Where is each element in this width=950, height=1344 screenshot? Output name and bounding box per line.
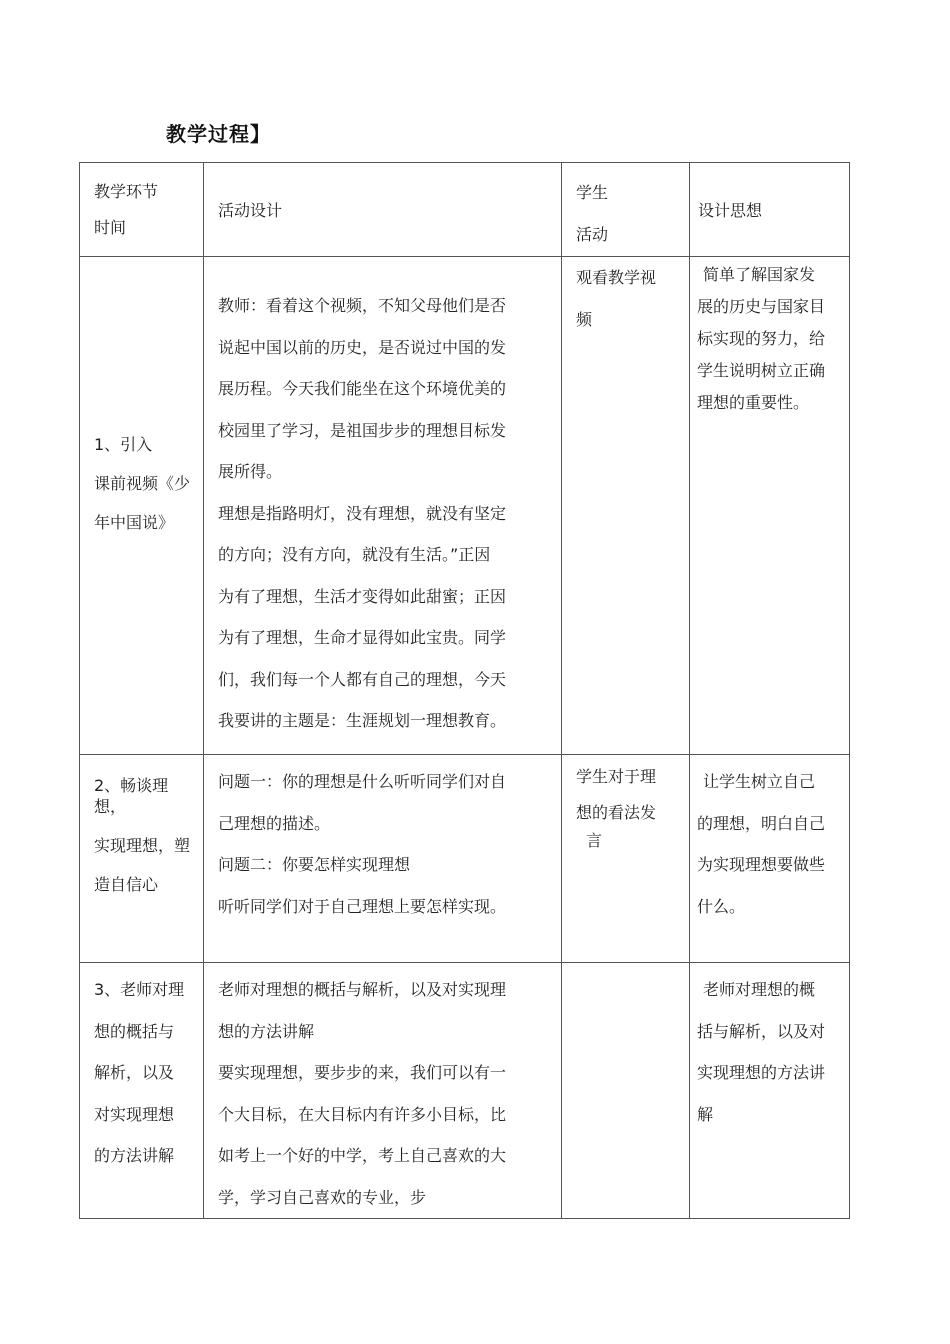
row1-activity-line: 我要讲的主题是：生涯规划一理想教育。: [218, 711, 507, 730]
row2-stage-line: 造自信心: [94, 875, 159, 894]
section-heading: 教学过程】: [166, 122, 271, 146]
row1-stage-line: 年中国说》: [94, 513, 175, 532]
row1-activity-cell: [204, 257, 562, 755]
row2-activity-line: 听听同学们对于自己理想上要怎样实现。: [218, 896, 507, 916]
row1-design-cell: [690, 257, 850, 755]
row2-design-line: 为实现理想要做些: [697, 855, 826, 874]
header-activity2-label: 活动: [576, 225, 609, 244]
row3-stage-line: 对实现理想: [94, 1104, 175, 1124]
row2-activity-line: 己理想的描述。: [218, 813, 331, 833]
table-row: [80, 963, 850, 1219]
row1-activity-line: 理想是指路明灯，没有理想，就没有坚定: [218, 503, 507, 523]
row3-stage-line: 想的概括与: [94, 1021, 175, 1041]
row2-activity-line: 问题一：你的理想是什么听听同学们对自: [218, 772, 507, 791]
row1-student-cell: [562, 257, 690, 755]
row3-activity-cell: [204, 963, 562, 1219]
row2-activity-cell: [204, 755, 562, 963]
row1-design-line: 理想的重要性。: [697, 393, 810, 412]
row3-activity-line: 要实现理想，要步步的来，我们可以有一: [218, 1063, 507, 1082]
header-cell-student: [562, 163, 690, 257]
row1-activity-line: 们，我们每一个人都有自己的理想，今天: [218, 669, 507, 689]
row2-stage-cell: [80, 755, 204, 963]
row1-design-line: 展的历史与国家目: [697, 297, 826, 316]
header-design-label: 设计思想: [698, 201, 763, 220]
row2-activity-line: 问题二：你要怎样实现理想: [218, 855, 411, 874]
row3-design-line: 解: [697, 1104, 714, 1124]
row1-student-line: 频: [576, 310, 593, 329]
table-header-row: [80, 163, 850, 257]
header-cell-design: [690, 163, 850, 257]
row2-student-line: 言: [586, 831, 603, 850]
row3-student-cell: [562, 963, 690, 1219]
header-stage-label: 教学环节: [94, 182, 159, 201]
row1-activity-line: 展历程。今天我们能坐在这个环境优美的: [218, 379, 507, 398]
row2-student-cell: [562, 755, 690, 963]
row1-design-line: 学生说明树立正确: [697, 361, 826, 380]
row1-activity-line: 说起中国以前的历史，是否说过中国的发: [218, 337, 507, 357]
lesson-table: [79, 162, 850, 1219]
row3-design-line: 括与解析，以及对: [697, 1021, 826, 1041]
header-time-label: 时间: [94, 218, 127, 237]
row1-activity-line: 的方向；没有方向，就没有生活。”正因: [218, 545, 491, 564]
header-activity-label: 活动设计: [218, 201, 283, 220]
row2-design-cell: [690, 755, 850, 963]
row3-activity-line: 如考上一个好的中学，考上自己喜欢的大: [218, 1146, 507, 1165]
row3-design-line: 实现理想的方法讲: [697, 1063, 826, 1082]
row3-design-cell: [690, 963, 850, 1219]
row1-activity-line: 展所得。: [218, 462, 283, 481]
row1-activity-line: 为有了理想，生活才变得如此甜蜜；正因: [218, 586, 507, 606]
row1-design-line: 简单了解国家发: [703, 265, 816, 284]
row2-design-line: 让学生树立自己: [703, 772, 816, 791]
table-row: [80, 755, 850, 963]
row2-design-line: 的理想，明白自己: [697, 813, 826, 833]
row3-stage-cell: [80, 963, 204, 1219]
row3-activity-line: 个大目标，在大目标内有许多小目标，比: [218, 1104, 507, 1124]
row2-student-line: 学生对于理: [576, 767, 657, 786]
row3-activity-line: 学，学习自己喜欢的专业，步: [218, 1187, 427, 1207]
row3-stage-line: 的方法讲解: [94, 1146, 175, 1165]
row2-design-line: 什么。: [697, 896, 746, 916]
row2-stage-line: 实现理想，塑: [94, 836, 191, 855]
row1-activity-line: 教师：看着这个视频，不知父母他们是否: [218, 296, 507, 315]
row3-design-line: 老师对理想的概: [703, 980, 816, 999]
row3-activity-line: 想的方法讲解: [218, 1021, 315, 1041]
row3-stage-line: 解析，以及: [94, 1063, 175, 1082]
row1-activity-line: 校园里了学习，是祖国步步的理想目标发: [218, 420, 507, 440]
row3-stage-line: 3、老师对理: [94, 980, 185, 999]
row2-stage-line: 2、畅谈理想，: [94, 776, 169, 816]
header-cell-activity: [204, 163, 562, 257]
row2-student-line: 想的看法发: [576, 803, 657, 822]
row1-stage-cell: [80, 257, 204, 755]
row3-activity-line: 老师对理想的概括与解析，以及对实现理: [218, 980, 507, 999]
header-cell-stage: [80, 163, 204, 257]
row1-activity-line: 为有了理想，生命才显得如此宝贵。同学: [218, 628, 507, 647]
row1-stage-line: 1、引入: [94, 435, 153, 454]
header-student-label: 学生: [576, 183, 609, 202]
table-row: [80, 257, 850, 755]
row1-design-line: 标实现的努力，给: [697, 329, 826, 348]
row1-student-line: 观看教学视: [576, 268, 657, 287]
row1-stage-line: 课前视频《少: [94, 474, 191, 493]
